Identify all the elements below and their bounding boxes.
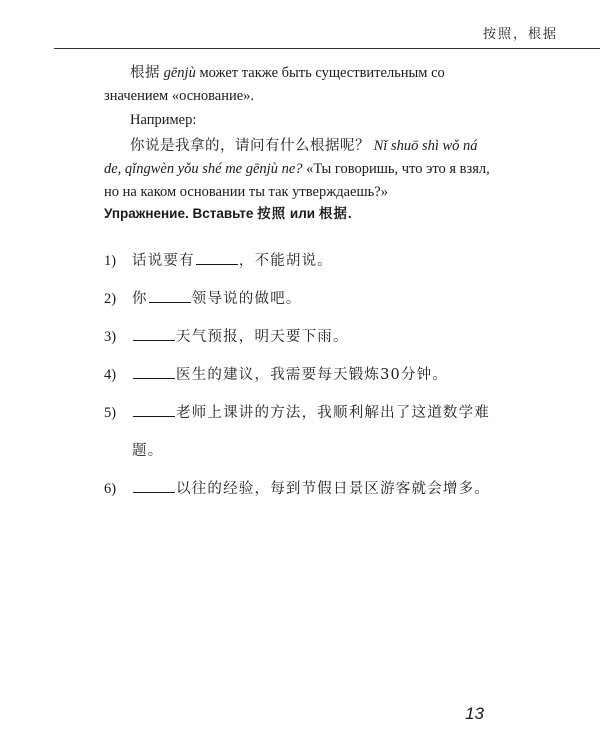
page-number: 13 bbox=[465, 704, 484, 723]
running-head: 按照，根据 bbox=[482, 27, 558, 42]
exercise-list bbox=[104, 242, 504, 508]
item-post: 医生的建议，我需要每天锻炼30分钟。 bbox=[176, 367, 449, 383]
item-text bbox=[132, 242, 504, 280]
exercise-word1: 按照 bbox=[257, 206, 287, 222]
answer-blank[interactable] bbox=[133, 364, 175, 379]
item-number: 3) bbox=[104, 329, 117, 345]
example-translation: «Ты говоришь, что это я взял, но на каком основании ты так утверждаешь?» bbox=[104, 161, 490, 200]
item-number: 2) bbox=[104, 291, 117, 307]
answer-blank[interactable] bbox=[133, 402, 175, 417]
definition-text: может также быть существительным со значением «основание». bbox=[104, 65, 445, 104]
item-post: 老师上课讲的方法，我顺利解出了这道数学难题。 bbox=[132, 405, 490, 459]
item-text bbox=[132, 470, 504, 508]
item-text bbox=[132, 394, 504, 470]
item-text bbox=[132, 318, 504, 356]
exercise-conj: или bbox=[286, 206, 319, 221]
exercise-item bbox=[104, 318, 504, 356]
term-hanzi: 根据 bbox=[130, 65, 160, 81]
definition-paragraph bbox=[104, 62, 492, 108]
item-number: 5) bbox=[104, 405, 117, 421]
example-hanzi: 你说是我拿的，请问有什么根据呢？ bbox=[130, 138, 370, 154]
answer-blank[interactable] bbox=[196, 250, 238, 265]
exercise-item bbox=[104, 280, 504, 318]
exercise-word2: 根据 bbox=[318, 206, 348, 222]
exercise-item bbox=[104, 470, 504, 508]
item-text bbox=[132, 280, 504, 318]
item-text bbox=[132, 356, 504, 394]
answer-blank[interactable] bbox=[133, 478, 175, 493]
exercise-item bbox=[104, 356, 504, 394]
item-post: 领导说的做吧。 bbox=[191, 291, 302, 307]
term-pinyin: gēnjù bbox=[163, 65, 196, 81]
example-intro: Например: bbox=[130, 112, 197, 128]
item-post: 天气预报，明天要下雨。 bbox=[176, 329, 349, 345]
example-paragraph bbox=[104, 135, 492, 204]
item-pre: 你 bbox=[132, 291, 148, 307]
item-pre: 话说要有 bbox=[132, 253, 195, 269]
item-post: ，不能胡说。 bbox=[238, 253, 334, 269]
exercise-item bbox=[104, 242, 504, 280]
exercise-heading bbox=[104, 202, 352, 222]
item-number: 1) bbox=[104, 253, 117, 269]
exercise-item bbox=[104, 394, 504, 470]
exercise-label: Упражнение. Вставьте bbox=[104, 206, 258, 221]
answer-blank[interactable] bbox=[149, 288, 191, 303]
item-number: 4) bbox=[104, 367, 117, 383]
answer-blank[interactable] bbox=[133, 326, 175, 341]
example-pinyin: Nǐ shuō shì wǒ ná de, qǐngwèn yǒu shé me gēnjù ne? bbox=[104, 138, 478, 177]
item-number: 6) bbox=[104, 481, 117, 497]
item-post: 以往的经验，每到节假日景区游客就会增多。 bbox=[176, 481, 490, 497]
exercise-end: . bbox=[347, 206, 352, 221]
header-rule bbox=[54, 48, 600, 49]
